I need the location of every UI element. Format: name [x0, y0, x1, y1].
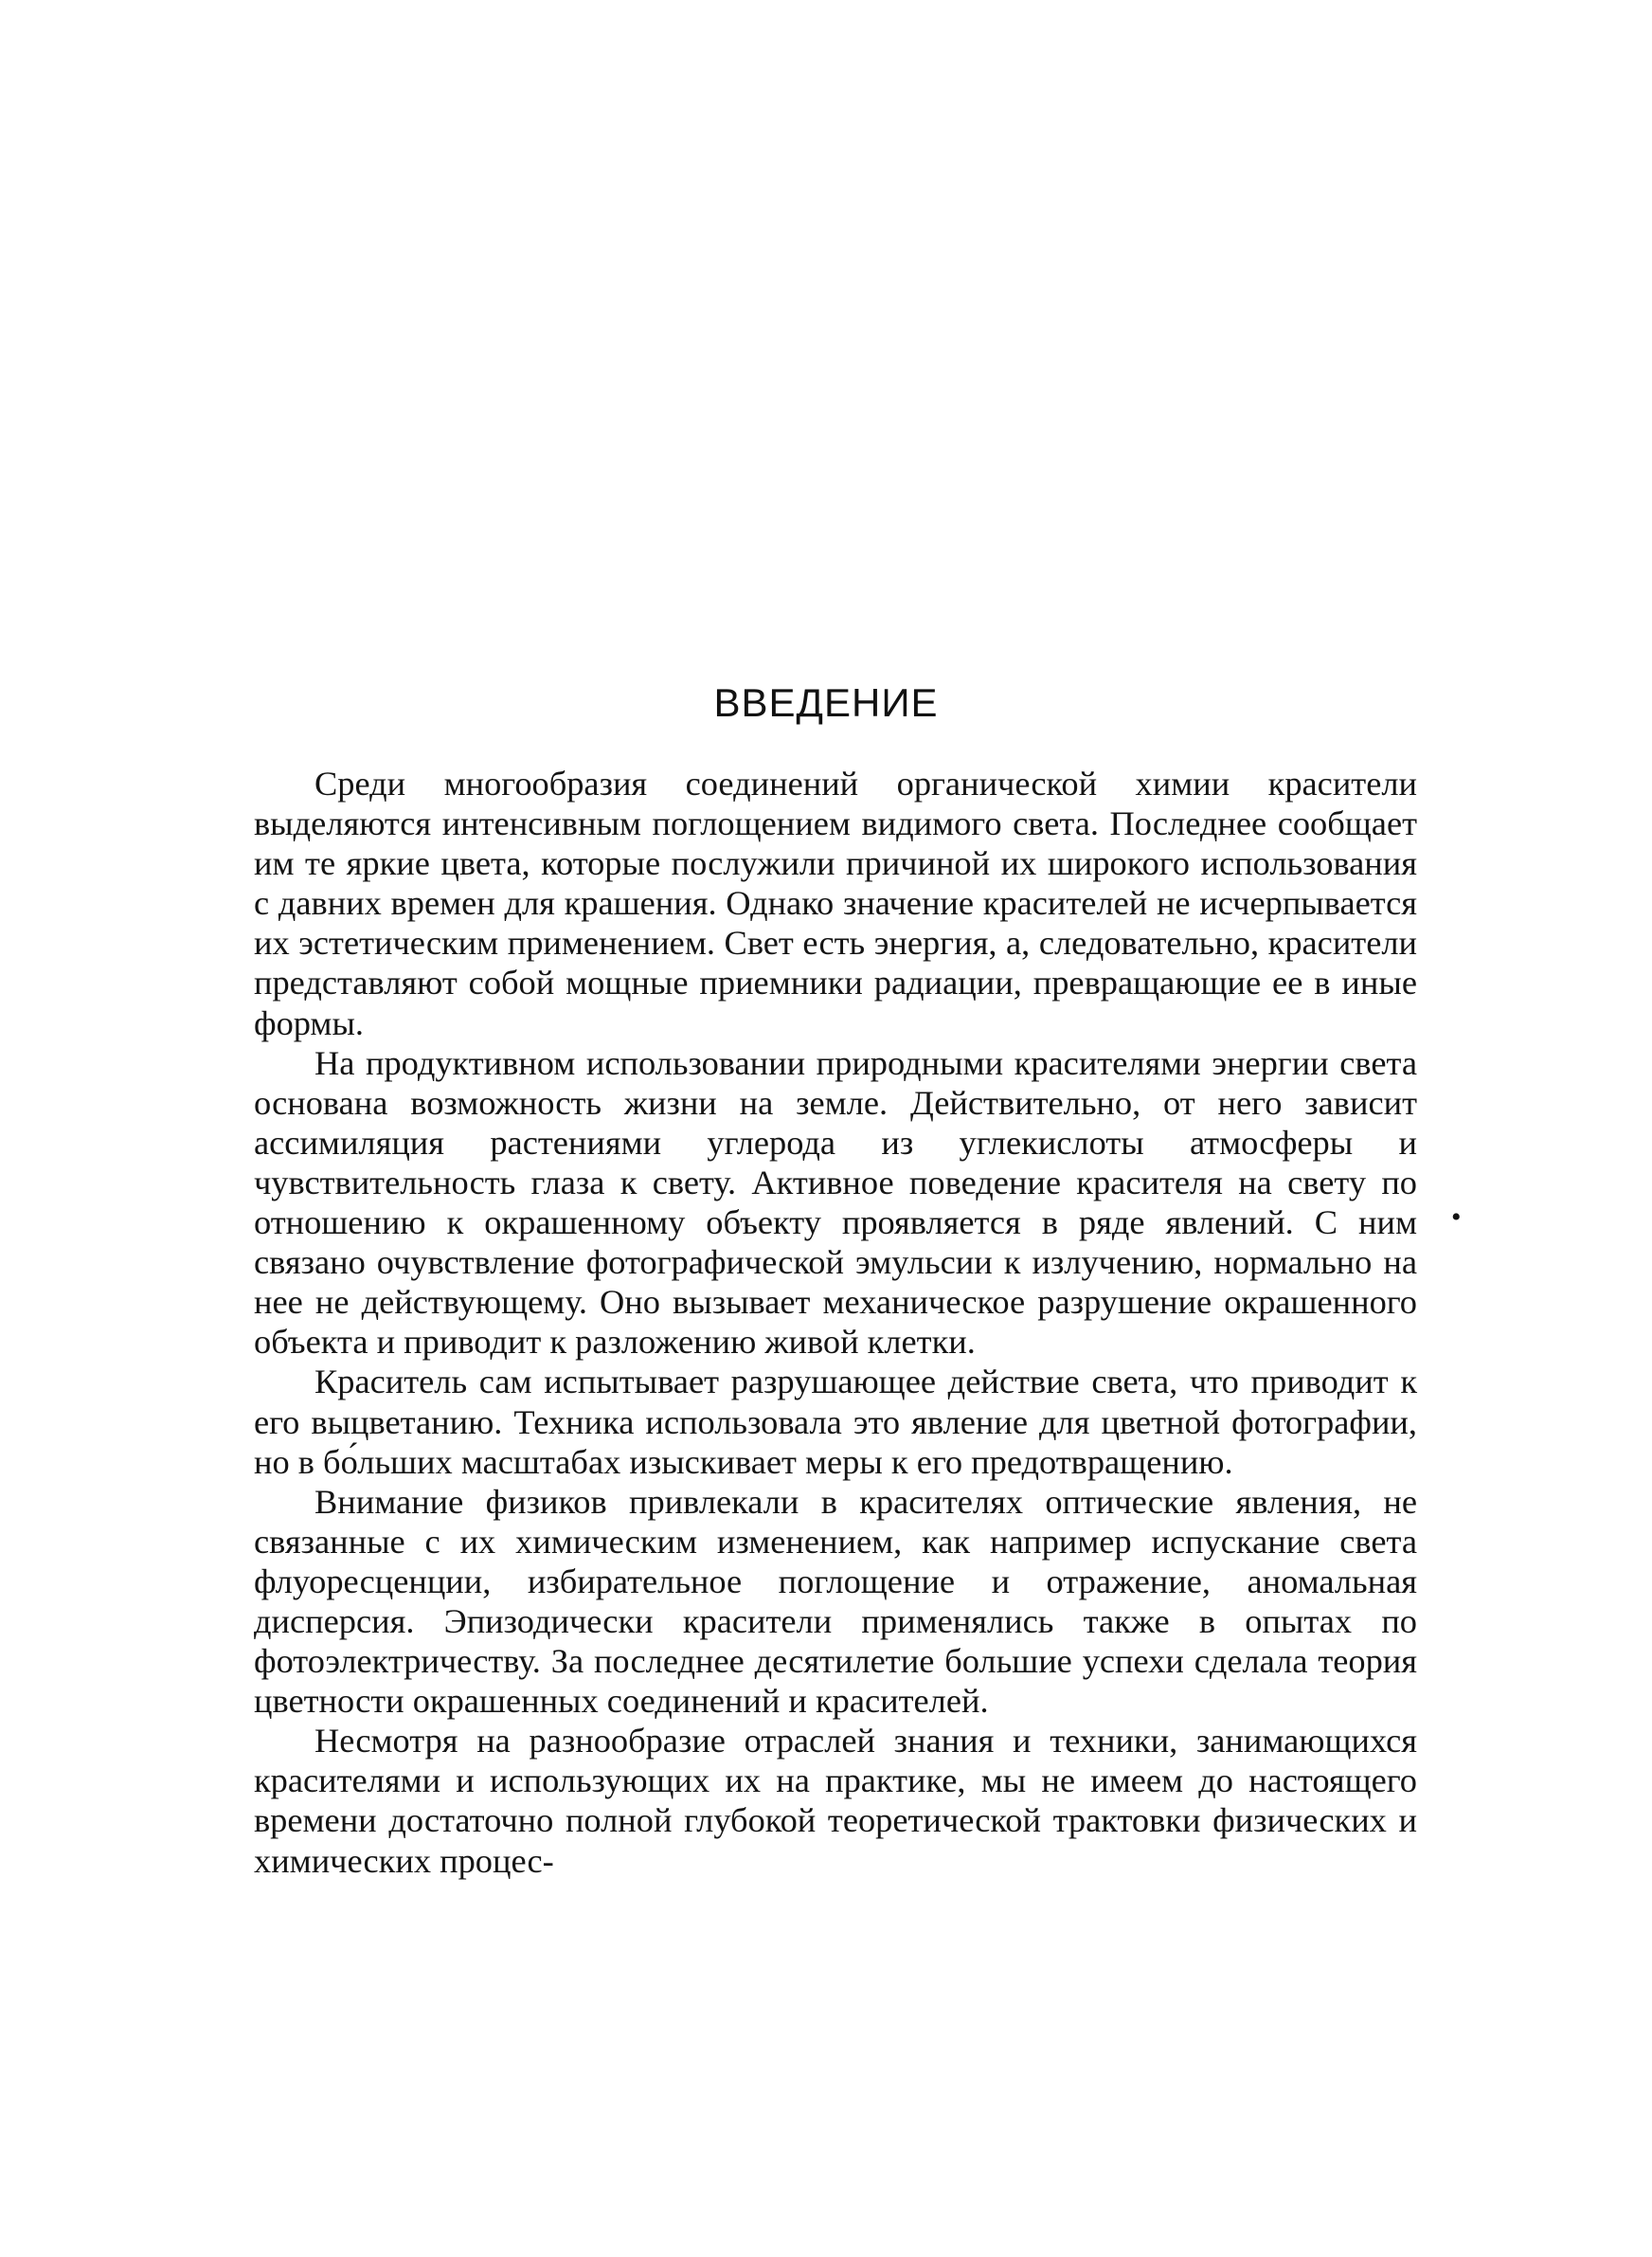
margin-dot-mark: • — [1451, 1201, 1462, 1233]
paragraph-4: Внимание физиков привлекали в красителях оптические явления, не связанные с их химическим изменением, как например испускание света флуоресценции, избирательное поглощение и отражение, аномальная дисперсия. Эпизодически красители применялись также в опытах по фотоэлектричеству. За последнее десятилетие большие успехи сделала теория цветности окрашенных соединений и красителей. — [254, 1482, 1417, 1721]
body-text — [254, 764, 1417, 1881]
paragraph-5: Несмотря на разнообразие отраслей знания и техники, занимающихся красителями и использующих их на практике, мы не имеем до настоящего времени достаточно полной глубокой теоретической трактовки физических и химических процес- — [254, 1722, 1417, 1880]
chapter-heading: ВВЕДЕНИЕ — [713, 680, 939, 725]
paragraph-3: Краситель сам испытывает разрушающее действие света, что приводит к его выцветанию. Техника использовала это явление для цветной фотографии, но в бо́льших масштабах изыскивает меры к его предотвращению. — [254, 1363, 1417, 1481]
paragraph-2: На продуктивном использовании природными красителями энергии света основана возможность жизни на земле. Действительно, от него зависит ассимиляция растениями углерода из углекислоты атмосферы и чувствительность глаза к свету. Активное поведение красителя на свету по отношению к окрашенному объекту проявляется в ряде явлений. С ним связано очувствление фотографической эмульсии к излучению, нормально на нее не действующему. Оно вызывает механическое разрушение окрашенного объекта и приводит к разложению живой клетки. — [254, 1043, 1417, 1362]
paragraph-1: Среди многообразия соединений органической химии красители выделяются интенсивным поглощением видимого света. Последнее сообщает им те яркие цвета, которые послужили причиной их широкого использования с давних времен для крашения. Однако значение красителей не исчерпывается их эстетическим применением. Свет есть энергия, а, следовательно, красители представляют собой мощные приемники радиации, превращающие ее в иные формы. — [254, 765, 1417, 1042]
